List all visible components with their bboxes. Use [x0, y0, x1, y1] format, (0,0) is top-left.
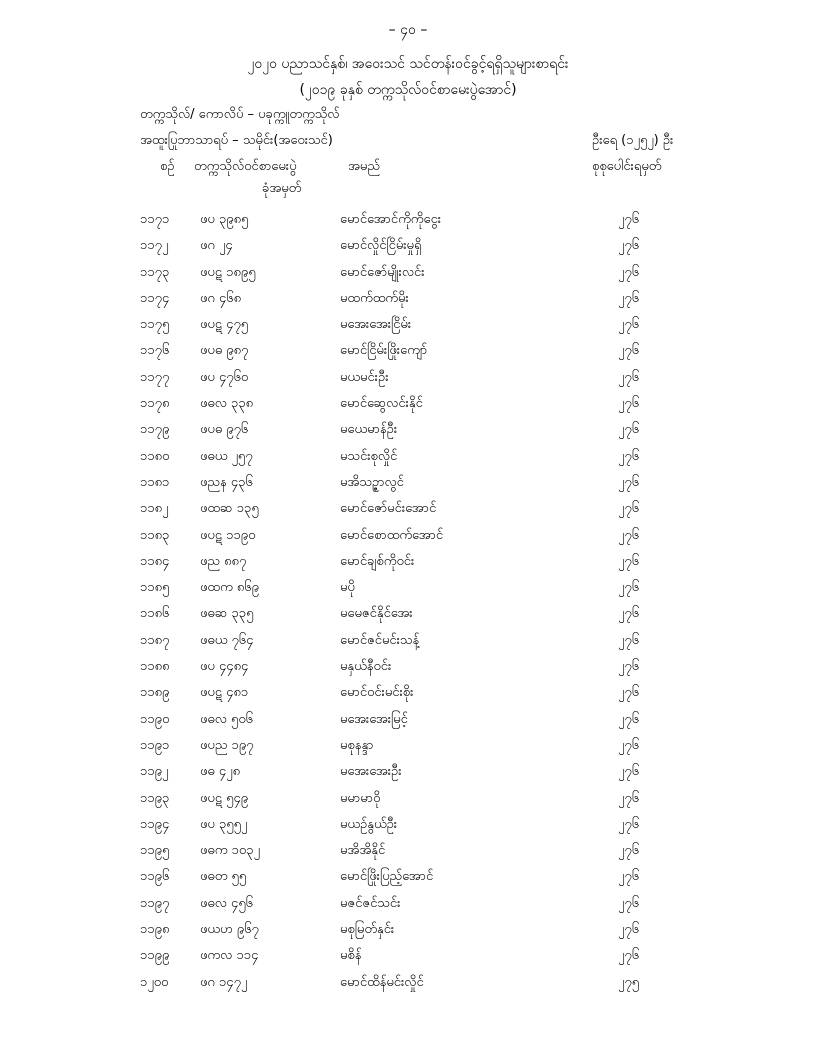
total-score: ၂၇၆: [618, 711, 640, 727]
column-header-total: စုစုပေါင်းရမှတ်: [592, 159, 662, 174]
row-number: ၁၁၇၇: [140, 369, 170, 385]
total-score: ၂၇၆: [618, 448, 640, 464]
roll-number: ဖဓလ ၅၀၆: [200, 711, 253, 727]
roll-number: ဖပည ၁၉၇: [200, 737, 254, 753]
table-row: [0, 579, 816, 605]
student-name: မဇင်ဇင်သင်း: [340, 895, 401, 911]
row-number: ၁၁၉၉: [140, 948, 170, 964]
total-score: ၂၇၆: [618, 553, 640, 569]
row-number: ၁၁၇၄: [140, 290, 170, 306]
row-number: ၁၁၇၂: [140, 238, 169, 254]
column-header-name: အမည်: [348, 159, 380, 174]
total-score: ၂၇၆: [618, 396, 640, 412]
total-score: ၂၇၆: [618, 422, 640, 438]
total-score: ၂၇၆: [618, 290, 640, 306]
row-number: ၁၁၈၆: [140, 606, 170, 622]
roll-number: ဖကလ ၁၁၄: [200, 948, 259, 964]
table-row: [0, 421, 816, 447]
roll-number: ဖဓ ၄၂၈: [200, 764, 240, 780]
document-subtitle: (၂၀၁၉ ခုနှစ် တက္ကသိုလ်ဝင်စာမေးပွဲအောင်): [299, 82, 517, 98]
row-number: ၁၁၇၁: [140, 212, 170, 227]
student-name: မောင်ဝင်းမင်းစိုး: [340, 685, 414, 701]
table-row: [0, 342, 816, 368]
table-row: [0, 237, 816, 263]
student-name: မသင်းစုလှိုင်: [340, 448, 398, 464]
table-row: [0, 632, 816, 658]
row-number: ၁၁၉၇: [140, 895, 170, 911]
student-name: မစိန်: [340, 948, 362, 964]
total-score: ၂၇၆: [618, 317, 640, 333]
row-number: ၁၂၀၀: [140, 974, 169, 990]
table-row: [0, 211, 816, 237]
roll-number: ဖပ ၃၉၈၅: [200, 212, 249, 227]
total-score: ၂၇၆: [618, 895, 640, 911]
total-score: ၂၇၅: [618, 974, 640, 990]
table-row: [0, 842, 816, 868]
student-name: မစုနန္ဒာ: [340, 737, 374, 753]
table-row: [0, 895, 816, 921]
roll-number: ဖပဓ ၉၈၇: [200, 343, 249, 359]
total-score: ၂၇၆: [618, 948, 640, 964]
row-number: ၁၁၇၉: [140, 422, 170, 438]
total-score: ၂၇၆: [618, 474, 640, 490]
subject-line: အထူးပြုဘာသာရပ် – သမိုင်း(အဝေးသင်): [140, 133, 333, 148]
roll-number: ဖဂ ၁၄၇၂: [200, 974, 248, 990]
table-row: [0, 553, 816, 579]
roll-number: ဖပဋ ၄၈၁: [200, 685, 249, 701]
total-score: ၂၇၆: [618, 659, 640, 675]
table-row: [0, 974, 816, 1000]
total-score: ၂၇၆: [618, 606, 640, 622]
roll-number: ဖဓဆ ၃၃၅: [200, 606, 254, 622]
student-name: မအေးအေးငြိမ်း: [340, 317, 412, 333]
total-score: ၂၇၆: [618, 343, 640, 359]
total-score: ၂၇၆: [618, 580, 640, 596]
row-number: ၁၁၉၄: [140, 816, 170, 832]
table-row: [0, 369, 816, 395]
table-row: [0, 816, 816, 842]
total-score: ၂၇၆: [618, 843, 640, 859]
row-number: ၁၁၈၇: [140, 632, 170, 648]
student-name: မောင်ဇော်မင်းအောင်: [340, 501, 437, 517]
row-number: ၁၁၇၃: [140, 264, 170, 280]
roll-number: ဖဓယ ၇၆၄: [200, 632, 254, 648]
total-score: ၂၇၆: [618, 790, 640, 806]
roll-number: ဖဂ ၂၄: [200, 238, 233, 254]
row-number: ၁၁၉၅: [140, 843, 170, 859]
roll-number: ဖဓက ၁၀၃၂: [200, 843, 260, 859]
table-row: [0, 684, 816, 710]
total-score: ၂၇၆: [618, 685, 640, 701]
student-name: မအိသဉ္ဇာလွင်: [340, 474, 404, 490]
student-name: မစုမြတ်နှင်း: [340, 922, 395, 938]
roll-number: ဖညန ၄၃၆: [200, 474, 253, 490]
table-row: [0, 763, 816, 789]
student-name: မောင်ဆွေလင်းနိုင်: [340, 396, 423, 412]
total-score: ၂၇၆: [618, 869, 640, 885]
column-header-roll: တက္ကသိုလ်ဝင်စာမေးပွဲ: [194, 159, 297, 174]
roll-number: ဖဓလ ၄၅၆: [200, 895, 253, 911]
roll-number: ဖထဆ ၁၃၅: [200, 501, 259, 517]
table-row: [0, 527, 816, 553]
row-number: ၁၁၈၄: [140, 553, 170, 569]
page-number: – ၄၀ –: [388, 22, 428, 38]
student-name: မောင်ဇင်မင်းသန့်: [340, 632, 420, 648]
roll-number: ဖပဓ ၉၇၆: [200, 422, 249, 438]
row-number: ၁၁၉၂: [140, 764, 169, 780]
row-number: ၁၁၈၅: [140, 580, 170, 596]
total-score: ၂၇၆: [618, 816, 640, 832]
table-row: [0, 474, 816, 500]
student-name: မယဉ်နွယ်ဦး: [340, 816, 398, 832]
student-name: မအေးအေးဦး: [340, 764, 402, 780]
roll-number: ဖပ ၄၄၈၄: [200, 659, 249, 675]
total-score: ၂၇၆: [618, 264, 640, 280]
row-number: ၁၁၉၃: [140, 790, 170, 806]
row-number: ၁၁၇၅: [140, 317, 170, 333]
row-number: ၁၁၈၉: [140, 685, 170, 701]
table-row: [0, 790, 816, 816]
table-row: [0, 868, 816, 894]
student-name: မအိအိနိုင်: [340, 843, 386, 859]
roll-number: ဖပ ၃၅၅၂: [200, 816, 248, 832]
row-number: ၁၁၇၆: [140, 343, 170, 359]
total-score: ၂၇၆: [618, 238, 640, 254]
student-name: မောင်စောထက်အောင်: [340, 527, 444, 543]
student-name: မောင်ငြိမ်းဖြိုးကျော်: [340, 343, 428, 359]
column-header-no: စဉ်: [160, 159, 175, 174]
row-number: ၁၁၈၃: [140, 527, 170, 543]
student-name: မမေဇင်နိုင်အေး: [340, 606, 413, 622]
total-count: ဦးရေ (၁၂၅၂) ဦး: [592, 133, 674, 148]
total-score: ၂၇၆: [618, 632, 640, 648]
roll-number: ဖဓလ ၃၃၈: [200, 396, 254, 412]
roll-number: ဖဂ ၄၆၈: [200, 290, 242, 306]
table-row: [0, 316, 816, 342]
roll-number: ဖပဋ ၅၄၉: [200, 790, 249, 806]
student-name: မောင်ထိန်မင်းလှိုင်: [340, 974, 424, 990]
table-row: [0, 737, 816, 763]
total-score: ၂၇၆: [618, 369, 640, 385]
table-row: [0, 290, 816, 316]
table-row: [0, 605, 816, 631]
row-number: ၁၁၈၁: [140, 474, 170, 490]
table-row: [0, 947, 816, 973]
row-number: ၁၁၉၀: [140, 711, 170, 727]
row-number: ၁၁၉၈: [140, 922, 170, 938]
roll-number: ဖပ ၄၇၆၀: [200, 369, 249, 385]
student-name: မောင်ဇော်မျိုးလင်း: [340, 264, 425, 280]
row-number: ၁၁၇၈: [140, 396, 170, 412]
total-score: ၂၇၆: [618, 922, 640, 938]
roll-number: ဖယဟ ၉၆၇: [200, 922, 259, 938]
document-title: ၂၀၂၀ ပညာသင်နှစ်၊ အဝေးသင် သင်တန်းဝင်ခွင့်ရရှိသူများစာရင်း: [247, 56, 569, 72]
table-row: [0, 711, 816, 737]
student-name: မမာမာဝို: [340, 790, 381, 806]
student-name: မပို: [340, 580, 355, 596]
student-name: မယေမာန်ဦး: [340, 422, 398, 438]
roll-number: ဖပဋ ၁၈၉၅: [200, 264, 256, 280]
roll-number: ဖည ၈၈၇: [200, 553, 247, 569]
row-number: ၁၁၈၈: [140, 659, 170, 675]
row-number: ၁၁၉၆: [140, 869, 170, 885]
roll-number: ဖထက ၈၆၉: [200, 580, 259, 596]
total-score: ၂၇၆: [618, 737, 640, 753]
table-row: [0, 264, 816, 290]
table-row: [0, 658, 816, 684]
total-score: ၂၇၆: [618, 527, 640, 543]
student-name: မနှယ်နီဝင်း: [340, 659, 392, 675]
student-name: မထက်ထက်မိုး: [340, 290, 409, 306]
table-row: [0, 500, 816, 526]
table-row: [0, 921, 816, 947]
roll-number: ဖဓတ ၅၅: [200, 869, 247, 885]
student-name: မယမင်းဦး: [340, 369, 389, 385]
student-name: မအေးအေးမြင့်: [340, 711, 408, 727]
row-number: ၁၁၉၁: [140, 737, 170, 753]
roll-number: ဖပဋ ၁၁၉၀: [200, 527, 256, 543]
roll-number: ဖဓယ ၂၅၇: [200, 448, 253, 464]
results-table: [0, 211, 816, 1000]
table-row: [0, 448, 816, 474]
row-number: ၁၁၈၀: [140, 448, 170, 464]
roll-number: ဖပဋ ၄၇၅: [200, 317, 249, 333]
student-name: မောင်အောင်ကိုကိုငွေး: [340, 212, 442, 227]
total-score: ၂၇၆: [618, 212, 640, 227]
total-score: ၂၇၆: [618, 764, 640, 780]
student-name: မောင်ဖြိုးပြည့်အောင်: [340, 869, 434, 885]
table-row: [0, 395, 816, 421]
university-line: တက္ကသိုလ်/ ကောလိပ် – ပခုက္ကူတက္ကသိုလ်: [140, 107, 340, 122]
student-name: မောင်ချစ်ကိုဝင်း: [340, 553, 415, 569]
column-header-roll-sub: ခုံအမှတ်: [262, 181, 302, 196]
student-name: မောင်လှိုင်ငြိမ်းမှုရှိ: [340, 238, 422, 254]
row-number: ၁၁၈၂: [140, 501, 169, 517]
total-score: ၂၇၆: [618, 501, 640, 517]
